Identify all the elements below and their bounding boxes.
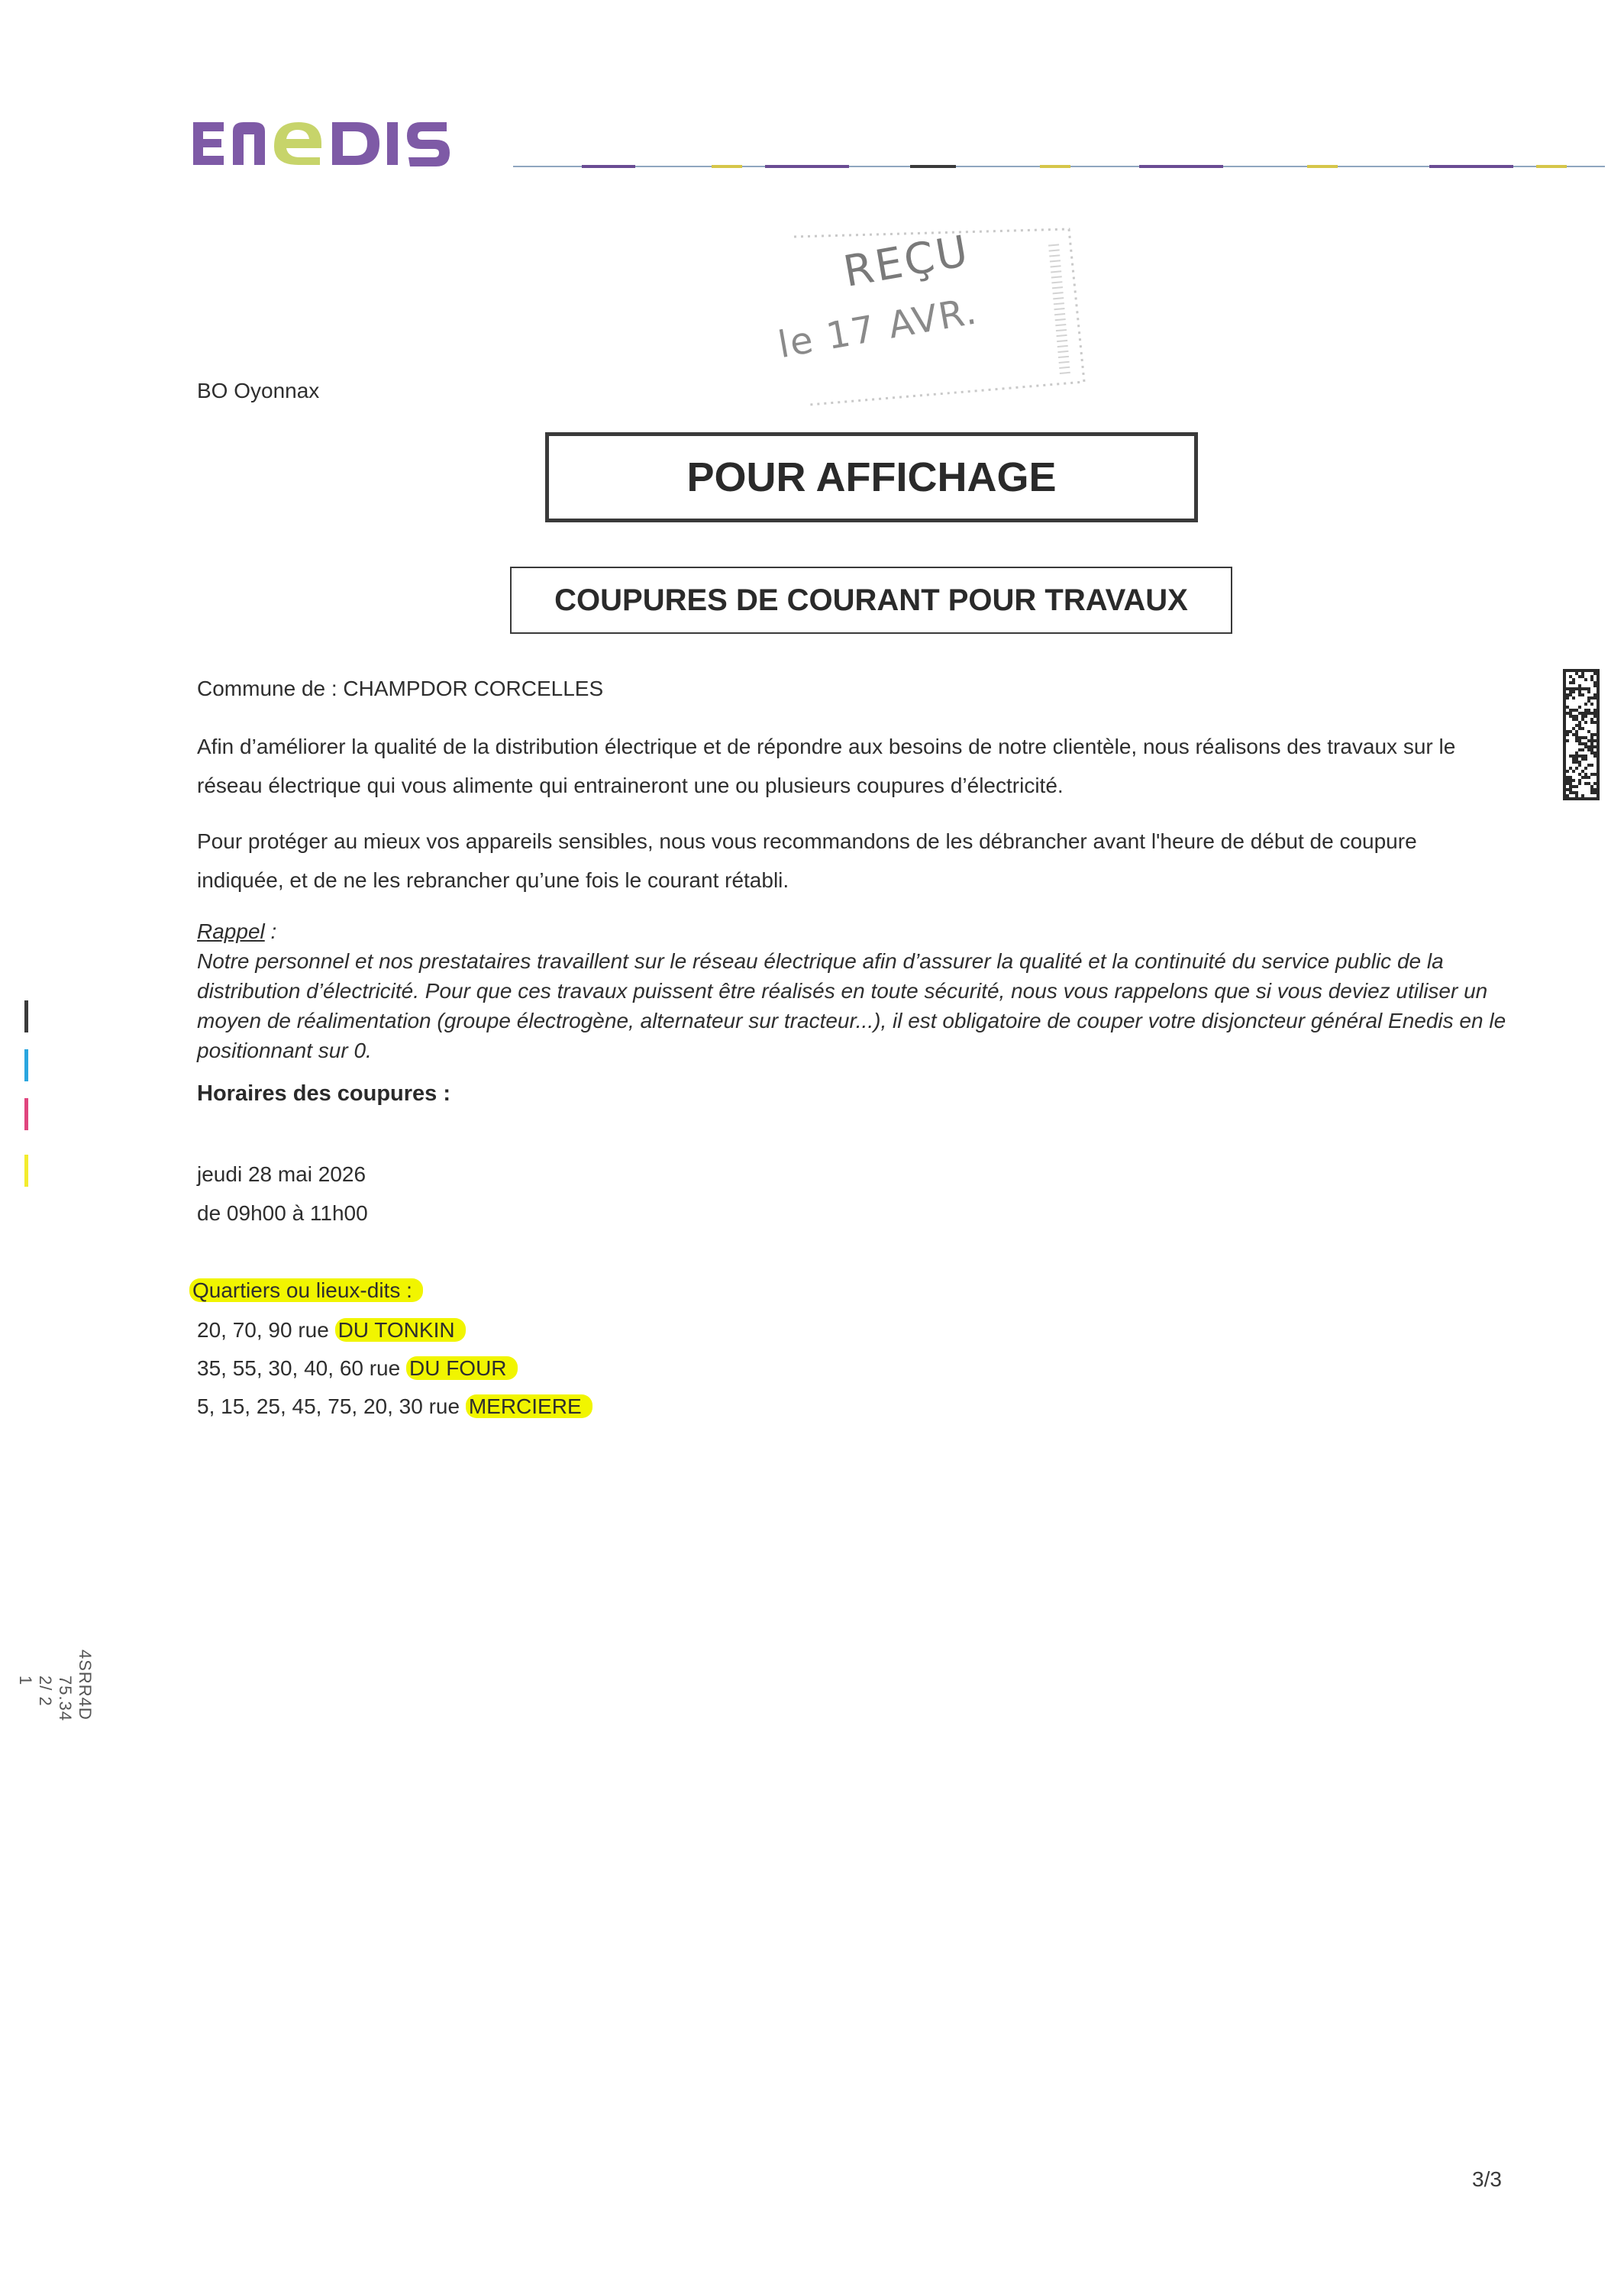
outage-hours: de 09h00 à 11h00 [197, 1201, 368, 1225]
stamp-date-text: le 17 AVR. [775, 289, 981, 367]
sender-office: BO Oyonnax [197, 379, 320, 402]
qr-code-icon [1563, 669, 1600, 800]
enedis-logo [187, 107, 492, 176]
header-divider-line [513, 162, 1605, 171]
subtitle-box [510, 567, 1232, 634]
registration-mark-magenta [24, 1098, 28, 1130]
reminder-text: Notre personnel et nos prestataires travaillent sur le réseau électrique afin d’assurer la qualité et la continuité du service public de la distribution d’électricité. Pour que ces travaux puissent être réalisés en toute sécurité, nous vous rappelons que si vous deviez utiliser un moyen de réalimentation (groupe électrogène, alternateur sur tracteur...), il est obligatoire de couper votre disjoncteur général Enedis en le positionnant sur 0. [197, 949, 1506, 1062]
address-line [197, 1349, 518, 1388]
page-number: 3/3 [1472, 2167, 1502, 2191]
address-numbers: 20, 70, 90 rue [197, 1318, 335, 1342]
advice-paragraph: Pour protéger au mieux vos appareils sensibles, nous vous recommandons de les débrancher avant l'heure de début de coupure indiquée, et de ne les rebrancher qu’une fois le courant rétabli. [197, 829, 1417, 892]
address-street: MERCIERE [466, 1394, 592, 1418]
reminder-label-suffix: : [264, 919, 277, 943]
subtitle-text: COUPURES DE COURANT POUR TRAVAUX [554, 583, 1188, 617]
registration-mark-yellow [24, 1155, 28, 1187]
reminder-block [197, 916, 1518, 1065]
reminder-label: Rappel [197, 919, 265, 943]
address-numbers: 5, 15, 25, 45, 75, 20, 30 rue [197, 1394, 466, 1418]
schedule-heading: Horaires des coupures : [197, 1081, 450, 1106]
address-line [197, 1310, 466, 1349]
title-box [545, 432, 1198, 522]
registration-mark-cyan [24, 1049, 28, 1081]
outage-date: jeudi 28 mai 2026 [197, 1162, 366, 1186]
address-line [197, 1387, 592, 1426]
side-code-part: 1 [16, 1675, 35, 1686]
side-code-part: 2/ 2 [36, 1675, 55, 1707]
side-code-part: 4SRR4D [76, 1650, 95, 1721]
side-print-code [15, 1650, 95, 1721]
districts-heading-text: Quartiers ou lieux-dits : [189, 1278, 423, 1302]
stamp-received-text: REÇU [840, 226, 974, 298]
registration-mark-black [24, 1000, 28, 1032]
address-numbers: 35, 55, 30, 40, 60 rue [197, 1356, 406, 1380]
address-street: DU TONKIN [335, 1318, 466, 1342]
side-code-part: 75.34 [56, 1675, 75, 1722]
address-street: DU FOUR [406, 1356, 518, 1380]
commune-line: Commune de : CHAMPDOR CORCELLES [197, 677, 604, 700]
title-text: POUR AFFICHAGE [686, 454, 1057, 500]
intro-paragraph: Afin d’améliorer la qualité de la distribution électrique et de répondre aux besoins de notre clientèle, nous réalisons des travaux sur le réseau électrique qui vous alimente qui entraineront une ou plusieurs coupures d’électricité. [197, 735, 1456, 797]
districts-heading [189, 1271, 423, 1310]
